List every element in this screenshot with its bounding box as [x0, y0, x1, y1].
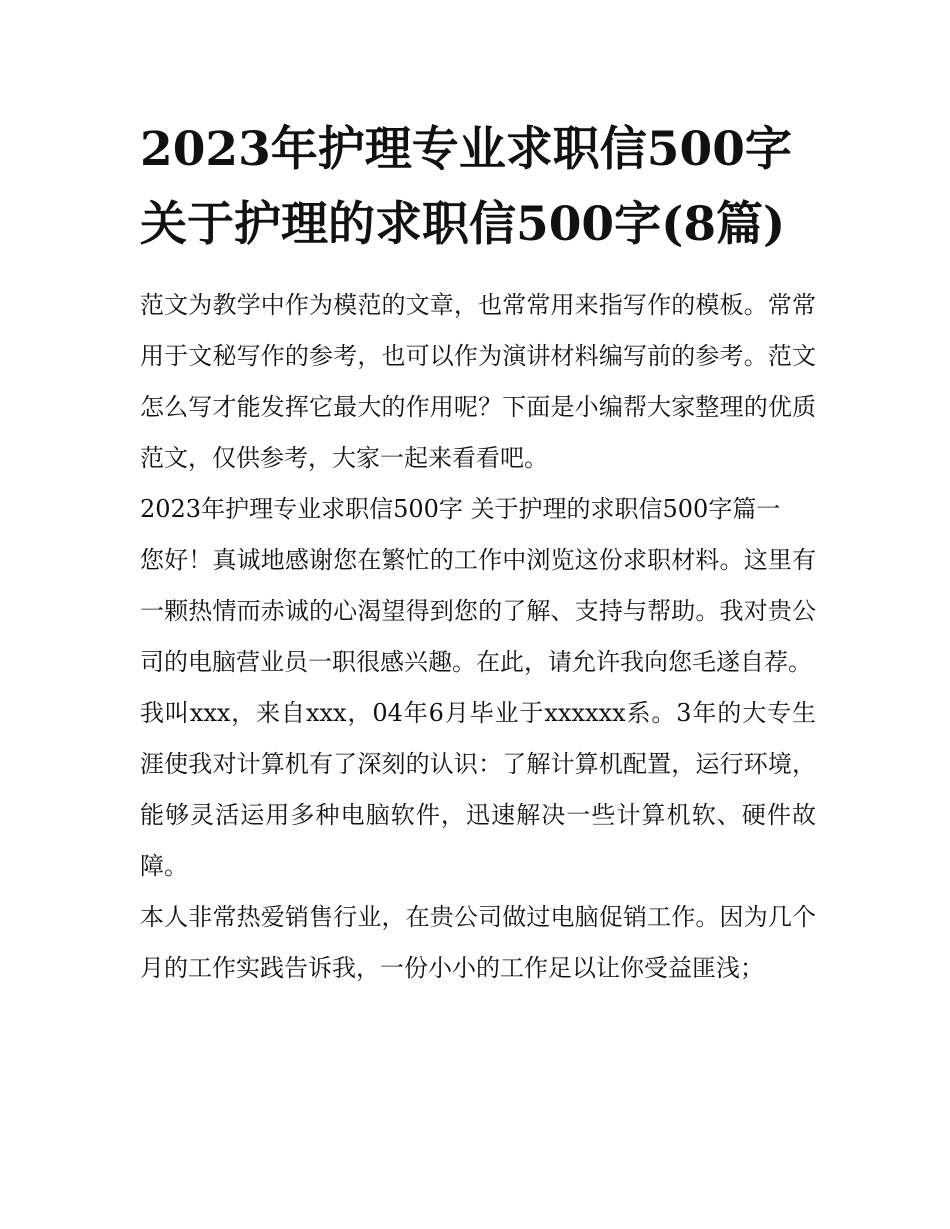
- body-paragraph-sales: 本人非常热爱销售行业，在贵公司做过电脑促销工作。因为几个月的工作实践告诉我，一份小小的工作足以让你受益匪浅；: [140, 903, 816, 982]
- intro-paragraph: 范文为教学中作为模范的文章，也常常用来指写作的模板。常常用于文秘写作的参考，也可以作为演讲材料编写前的参考。范文怎么写才能发挥它最大的作用呢？下面是小编帮大家整理的优质范文，仅供参考，大家一起来看看吧。: [140, 291, 816, 472]
- document-title: 2023年护理专业求职信500字 关于护理的求职信500字(8篇): [140, 122, 792, 252]
- body-paragraph-greeting: 您好！真诚地感谢您在繁忙的工作中浏览这份求职材料。这里有一颗热情而赤诚的心渴望得到您的了解、支持与帮助。我对贵公司的电脑营业员一职很感兴趣。在此，请允许我向您毛遂自荐。: [140, 546, 816, 676]
- body-paragraph-background: 我叫xxx，来自xxx，04年6月毕业于xxxxxx系。3年的大专生涯使我对计算机有了深刻的认识：了解计算机配置，运行环境，能够灵活运用多种电脑软件，迅速解决一些计算机软、硬件故障。: [140, 699, 816, 880]
- section-heading: 2023年护理专业求职信500字 关于护理的求职信500字篇一: [140, 495, 781, 523]
- document-page: [140, 112, 816, 994]
